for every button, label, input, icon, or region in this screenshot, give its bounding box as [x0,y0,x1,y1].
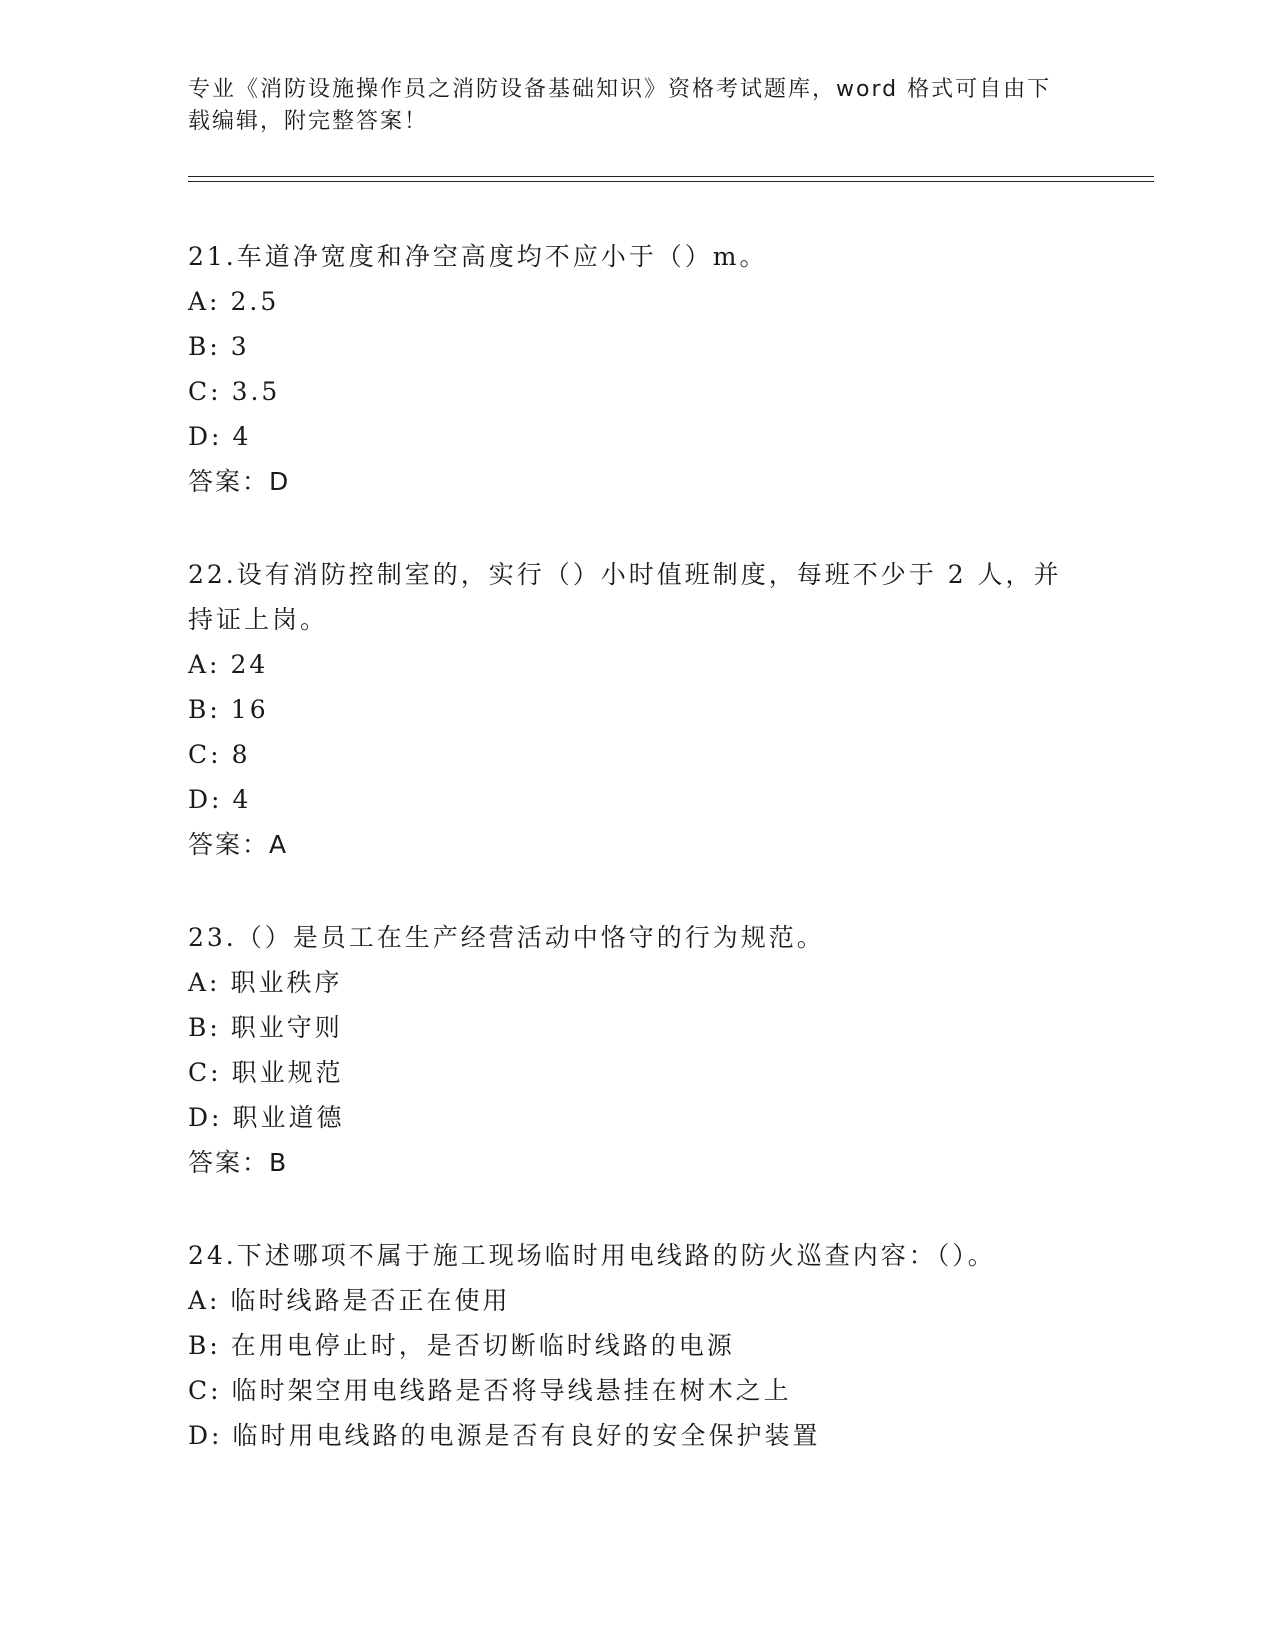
question-stem-line-2: 持证上岗。 [188,605,329,634]
option-c [188,1050,1088,1095]
option-b [188,1005,1088,1050]
option-text: 临时线路是否正在使用 [230,1286,511,1315]
header-divider-top [188,176,1154,177]
option-text: 临时架空用电线路是否将导线悬挂在树木之上 [231,1376,792,1405]
option-letter: B: [188,1331,221,1360]
option-text: 8 [231,740,251,769]
option-d [188,777,1088,822]
option-text: 在用电停止时，是否切断临时线路的电源 [230,1331,735,1360]
option-letter: D: [188,422,223,451]
question-stem: 24.下述哪项不属于施工现场临时用电线路的防火巡查内容：（）。 [188,1241,996,1270]
option-text: 职业规范 [231,1058,344,1087]
option-b [188,687,1088,732]
header-divider-bottom [188,181,1154,182]
question-stem: 23.（）是员工在生产经营活动中恪守的行为规范。 [188,923,825,952]
option-letter: A: [188,650,221,679]
option-text: 职业道德 [232,1103,345,1132]
question-list [188,234,1088,1506]
header-line-2: 载编辑，附完整答案！ [188,109,429,134]
option-a [188,279,1088,324]
option-letter: C: [188,740,222,769]
question-21 [188,234,1088,504]
question-24 [188,1233,1088,1458]
option-letter: A: [188,1286,221,1315]
option-text: 职业秩序 [230,968,343,997]
option-text: 24 [230,650,269,679]
header-line-1: 专业《消防设施操作员之消防设备基础知识》资格考试题库，word 格式可自由下 [188,77,1052,102]
question-22 [188,552,1088,867]
option-d [188,414,1088,459]
option-letter: A: [188,287,221,316]
option-a [188,960,1088,1005]
option-c [188,1368,1088,1413]
option-text: 临时用电线路的电源是否有良好的安全保护装置 [232,1421,821,1450]
answer-label: 答案：D [188,467,291,496]
option-d [188,1095,1088,1140]
option-letter: D: [188,1421,223,1450]
option-a [188,642,1088,687]
option-text: 4 [232,422,252,451]
option-b [188,324,1088,369]
option-letter: D: [188,1103,223,1132]
option-letter: C: [188,1376,222,1405]
question-23 [188,915,1088,1185]
option-letter: C: [188,1058,222,1087]
option-letter: B: [188,332,221,361]
option-text: 3.5 [231,377,281,406]
option-letter: B: [188,1013,221,1042]
option-text: 4 [232,785,252,814]
option-text: 3 [230,332,250,361]
option-letter: C: [188,377,222,406]
question-stem-line-1: 22.设有消防控制室的，实行（）小时值班制度，每班不少于 2 人，并 [188,560,1062,589]
option-letter: B: [188,695,221,724]
answer-label: 答案：B [188,1148,289,1177]
option-text: 2.5 [230,287,280,316]
answer-label: 答案：A [188,830,289,859]
option-c [188,369,1088,414]
option-letter: A: [188,968,221,997]
option-a [188,1278,1088,1323]
option-b [188,1323,1088,1368]
option-text: 16 [230,695,269,724]
option-text: 职业守则 [230,1013,343,1042]
option-c [188,732,1088,777]
question-stem: 21.车道净宽度和净空高度均不应小于（）m。 [188,242,768,271]
option-letter: D: [188,785,223,814]
document-header [188,74,1068,138]
option-d [188,1413,1088,1458]
